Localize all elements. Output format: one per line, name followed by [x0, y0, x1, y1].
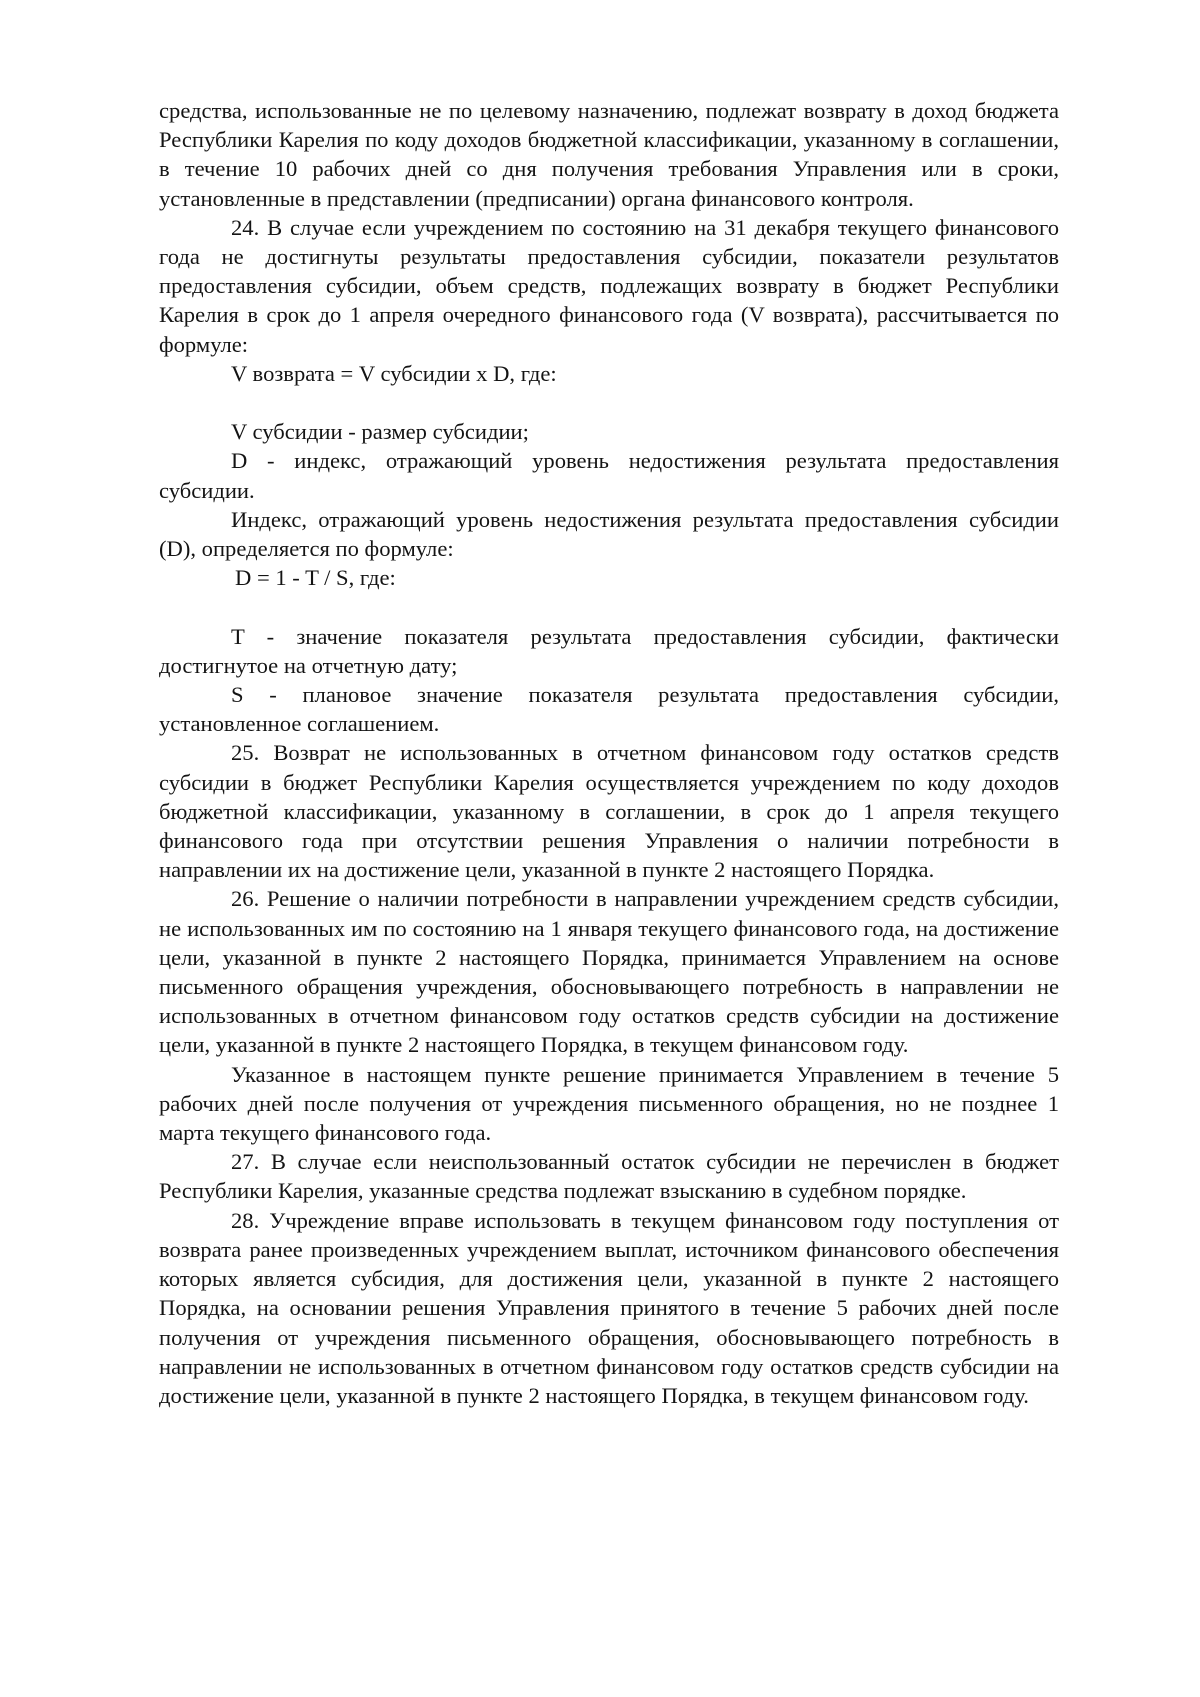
paragraph-index-d: Индекс, отражающий уровень недостижения результата предоставления субсидии (D), определяется по формуле: — [159, 506, 1059, 562]
paragraph-24: 24. В случае если учреждением по состоянию на 31 декабря текущего финансового года не достигнуты результаты предоставления субсидии, показатели результатов предоставления субсидии, объем средств, подлежащих возврату в бюджет Республики Карелия в срок до 1 апреля очередного финансового года (V возврата), рассчитывается по формуле: — [159, 214, 1059, 357]
paragraph-26-decision: Указанное в настоящем пункте решение принимается Управлением в течение 5 рабочих дней после получения от учреждения письменного обращения, но не позднее 1 марта текущего финансового года. — [159, 1061, 1059, 1146]
formula-v-return: V возврата = V субсидии x D, где: — [231, 360, 557, 386]
definition-d: D - индекс, отражающий уровень недостижения результата предоставления субсидии. — [159, 448, 1059, 503]
definition-s: S - плановое значение показателя результата предоставления субсидии, установленное соглашением. — [159, 682, 1059, 737]
paragraph-25: 25. Возврат не использованных в отчетном финансовом году остатков средств субсидии в бюджет Республики Карелия осуществляется учреждением по коду доходов бюджетной классификации, указанному в соглашении, в срок до 1 апреля текущего финансового года при отсутствии решения Управления о наличии потребности в направлении их на достижение цели, указанной в пункте 2 настоящего Порядка. — [159, 740, 1059, 883]
formula-d: D = 1 - T / S, где: — [235, 565, 396, 591]
blank-line — [159, 592, 1059, 621]
document-page — [159, 96, 1059, 1410]
definition-v-subsidy: V субсидии - размер субсидии; — [231, 419, 529, 445]
paragraph-28: 28. Учреждение вправе использовать в текущем финансовом году поступления от возврата ранее произведенных учреждением выплат, источником финансового обеспечения которых является субсидия, для достижения цели, указанной в пункте 2 настоящего Порядка, на основании решения Управления принятого в течение 5 рабочих дней после получения от учреждения письменного обращения, обосновывающего потребность в направлении не использованных в отчетном финансовом году остатков средств субсидии на достижение цели, указанной в пункте 2 настоящего Порядка, в текущем финансовом году. — [159, 1207, 1059, 1408]
definition-t: T - значение показателя результата предоставления субсидии, фактически достигнутое на отчетную дату; — [159, 623, 1059, 678]
paragraph-continuation: средства, использованные не по целевому назначению, подлежат возврату в доход бюджета Республики Карелия по коду доходов бюджетной классификации, указанному в соглашении, в течение 10 рабочих дней со дня получения требования Управления или в сроки, установленные в представлении (предписании) органа финансового контроля. — [159, 98, 1059, 211]
paragraph-27: 27. В случае если неиспользованный остаток субсидии не перечислен в бюджет Республики Карелия, указанные средства подлежат взысканию в судебном порядке. — [159, 1149, 1059, 1204]
paragraph-26: 26. Решение о наличии потребности в направлении учреждением средств субсидии, не использованных им по состоянию на 1 января текущего финансового года, на достижение цели, указанной в пункте 2 настоящего Порядка, принимается Управлением на основе письменного обращения учреждения, обосновывающего потребность в направлении не использованных в отчетном финансовом году остатков средств субсидии на достижение цели, указанной в пункте 2 настоящего Порядка, в текущем финансовом году. — [159, 886, 1059, 1058]
blank-line — [159, 388, 1059, 417]
